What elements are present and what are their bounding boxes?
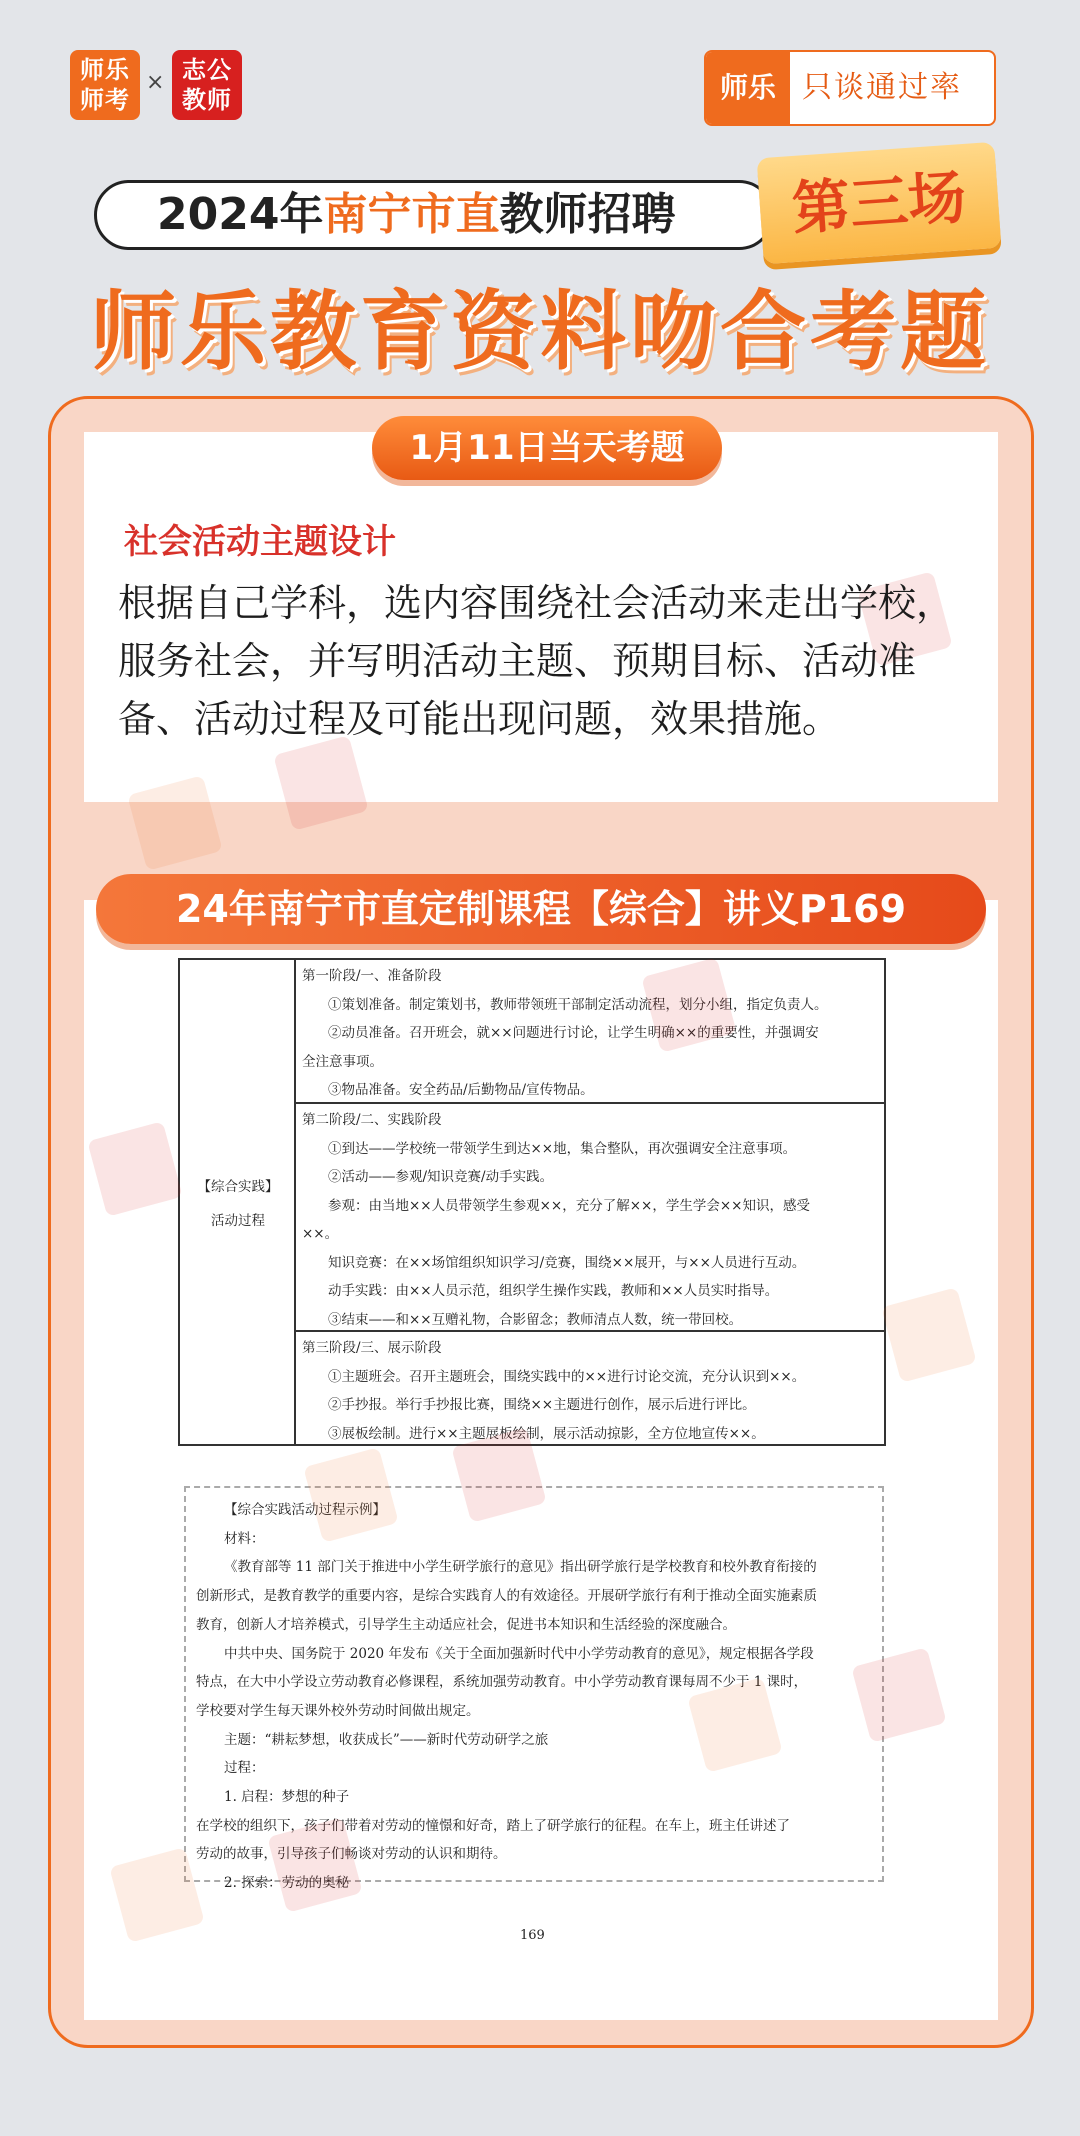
example-line: 过程：	[224, 1760, 265, 1777]
table-line: 第二阶段/二、实践阶段	[302, 1112, 442, 1128]
example-line: 在学校的组织下，孩子们带着对劳动的憧憬和好奇，踏上了研学旅行的征程。在车上，班主任讲述了	[196, 1817, 790, 1834]
table-stage-3	[296, 1332, 884, 1444]
table-line: ②动员准备。召开班会，就××问题进行讨论，让学生明确××的重要性，并强调安	[328, 1025, 819, 1041]
session-label: 第三场	[789, 163, 969, 243]
table-line: 第一阶段/一、准备阶段	[302, 968, 442, 984]
example-line: 主题：“耕耘梦想，收获成长”——新时代劳动研学之旅	[224, 1731, 549, 1748]
example-line: 材料：	[224, 1530, 265, 1547]
example-line: 中共中央、国务院于 2020 年发布《关于全面加强新时代中小学劳动教育的意见》，规定根据各学段	[224, 1645, 814, 1662]
table-line: ①策划准备。制定策划书，教师带领班干部制定活动流程，划分小组，指定负责人。	[328, 996, 828, 1013]
question-title: 社会活动主题设计	[124, 522, 396, 562]
logo-line-1: 志公	[182, 56, 232, 84]
example-line: 教育，创新人才培养模式，引导学生主动适应社会，促进书本知识和生活经验的深度融合。	[196, 1616, 736, 1633]
table-left-column	[180, 960, 296, 1444]
table-line: 第三阶段/三、展示阶段	[302, 1340, 442, 1356]
table-left-label	[180, 1170, 296, 1238]
slogan-badge	[704, 50, 996, 126]
example-line: 劳动的故事，引导孩子们畅谈对劳动的认识和期待。	[196, 1846, 507, 1863]
table-line: 全注意事项。	[302, 1053, 383, 1070]
zhigong-logo	[172, 50, 242, 120]
example-line: 特点，在大中小学设立劳动教育必修课程，系统加强劳动教育。中小学劳动教育课每周不少于 1 课时，	[196, 1674, 808, 1691]
shile-logo	[70, 50, 140, 120]
example-line: 2. 探索：劳动的奥秘	[224, 1875, 350, 1892]
logo-cross: ×	[146, 70, 165, 95]
example-line: 《教育部等 11 部门关于推进中小学生研学旅行的意见》指出研学旅行是学校教育和校外教育衔接的	[224, 1559, 817, 1576]
table-line: ①到达——学校统一带领学生到达××地，集合整队，再次强调安全注意事项。	[328, 1140, 797, 1157]
handout-example	[184, 1486, 884, 1892]
title-year: 2024年	[157, 189, 324, 240]
badge-brand: 师乐	[706, 52, 790, 124]
table-line: 动手实践：由××人员示范，组织学生操作实践，教师和××人员实时指导。	[328, 1283, 779, 1299]
table-left-label-2: 活动过程	[211, 1213, 265, 1229]
table-line: ③结束——和××互赠礼物，合影留念；教师清点人数，统一带回校。	[328, 1311, 743, 1328]
title-pill	[94, 180, 774, 250]
table-line: ②手抄报。举行手抄报比赛，围绕××主题进行创作，展示后进行评比。	[328, 1397, 756, 1413]
table-stage-1	[296, 960, 884, 1104]
example-line: 学校要对学生每天课外校外劳动时间做出规定。	[196, 1702, 480, 1719]
page-title	[157, 183, 675, 247]
session-badge	[757, 142, 1002, 264]
exam-date-tab: 1月11日当天考题	[372, 416, 722, 480]
table-line: ②活动——参观/知识竞赛/动手实践。	[328, 1169, 554, 1185]
material-banner: 24年南宁市直定制课程【综合】讲义P169	[96, 874, 986, 944]
table-left-label-1: 【综合实践】	[197, 1179, 279, 1195]
table-line: 知识竞赛：在××场馆组织知识学习/竞赛，围绕××展开，与××人员进行互动。	[328, 1254, 806, 1271]
table-line: ③物品准备。安全药品/后勤物品/宣传物品。	[328, 1082, 594, 1098]
page-number: 169	[520, 1928, 545, 1943]
example-line: 创新形式，是教育教学的重要内容，是综合实践育人的有效途径。开展研学旅行有利于推动全面实施素质	[196, 1588, 817, 1605]
question-body: 根据自己学科，选内容围绕社会活动来走出学校，服务社会，并写明活动主题、预期目标、活动准备、活动过程及可能出现问题，效果措施。	[118, 581, 955, 741]
example-line: 1. 启程：梦想的种子	[224, 1789, 350, 1806]
handout-table	[178, 958, 886, 1446]
headline: 师乐教育资料吻合考题	[90, 282, 990, 382]
table-line: ①主题班会。召开主题班会，围绕实践中的××进行讨论交流，充分认识到××。	[328, 1368, 806, 1385]
example-heading: 【综合实践活动过程示例】	[224, 1502, 386, 1518]
logo-line-1: 师乐	[80, 56, 130, 84]
table-line: ③展板绘制。进行××主题展板绘制，展示活动掠影，全方位地宣传××。	[328, 1425, 765, 1442]
badge-slogan: 只谈通过率	[802, 70, 962, 105]
table-line: ××。	[302, 1226, 339, 1242]
table-stage-2	[296, 1104, 884, 1332]
logo-line-2: 师考	[80, 86, 130, 114]
title-highlight: 南宁市直	[323, 189, 500, 240]
logo-line-2: 教师	[182, 86, 232, 114]
table-line: 参观：由当地××人员带领学生参观××，充分了解××，学生学会××知识，感受	[328, 1197, 810, 1214]
title-rest: 教师招聘	[499, 189, 676, 240]
